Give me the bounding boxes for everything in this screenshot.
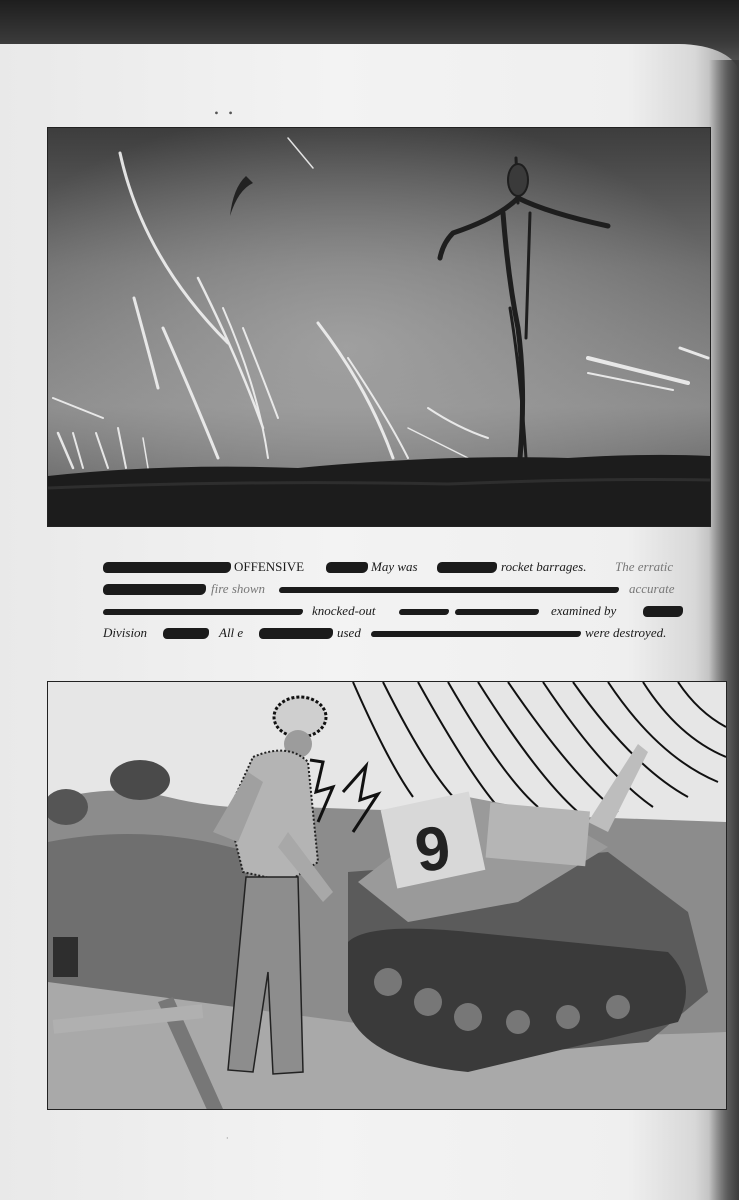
caption-line-4 (103, 622, 683, 644)
caption-word: OFFENSIVE (234, 559, 305, 574)
caption-word: examined by (551, 603, 617, 618)
caption-word: knocked-out (312, 603, 376, 618)
caption-line-2 (103, 578, 683, 600)
caption-word: May was (371, 559, 418, 574)
photo-caption (103, 556, 683, 644)
knocked-out-tank-photo (47, 681, 727, 1110)
tank-number: 9 (411, 812, 455, 887)
caption-word: Division (103, 625, 148, 640)
caption-word: were destroyed. (585, 625, 667, 640)
redaction-bar (103, 562, 231, 573)
redaction-bar (279, 587, 619, 593)
redaction-bar (643, 606, 683, 617)
redaction-bar (103, 609, 303, 615)
caption-word: accurate (629, 581, 675, 596)
redaction-bar (399, 609, 449, 615)
caption-line-1 (103, 556, 683, 578)
caption-word: rocket barrages. (501, 559, 587, 574)
redaction-bar (259, 628, 333, 639)
caption-word: fire shown (211, 581, 266, 596)
caption-word: The erratic (615, 559, 674, 574)
redaction-bar (163, 628, 209, 639)
redaction-bar (371, 631, 581, 637)
caption-line-3 (103, 600, 683, 622)
print-specks: ∙ ∙ (214, 108, 236, 119)
redaction-bar (455, 609, 539, 615)
rocket-barrage-photo (47, 127, 711, 527)
redaction-bar (103, 584, 206, 595)
redaction-bar (326, 562, 368, 573)
redaction-bar (437, 562, 497, 573)
caption-word: All e (219, 625, 244, 640)
print-speck: · (226, 1134, 229, 1143)
caption-word: used (337, 625, 361, 640)
